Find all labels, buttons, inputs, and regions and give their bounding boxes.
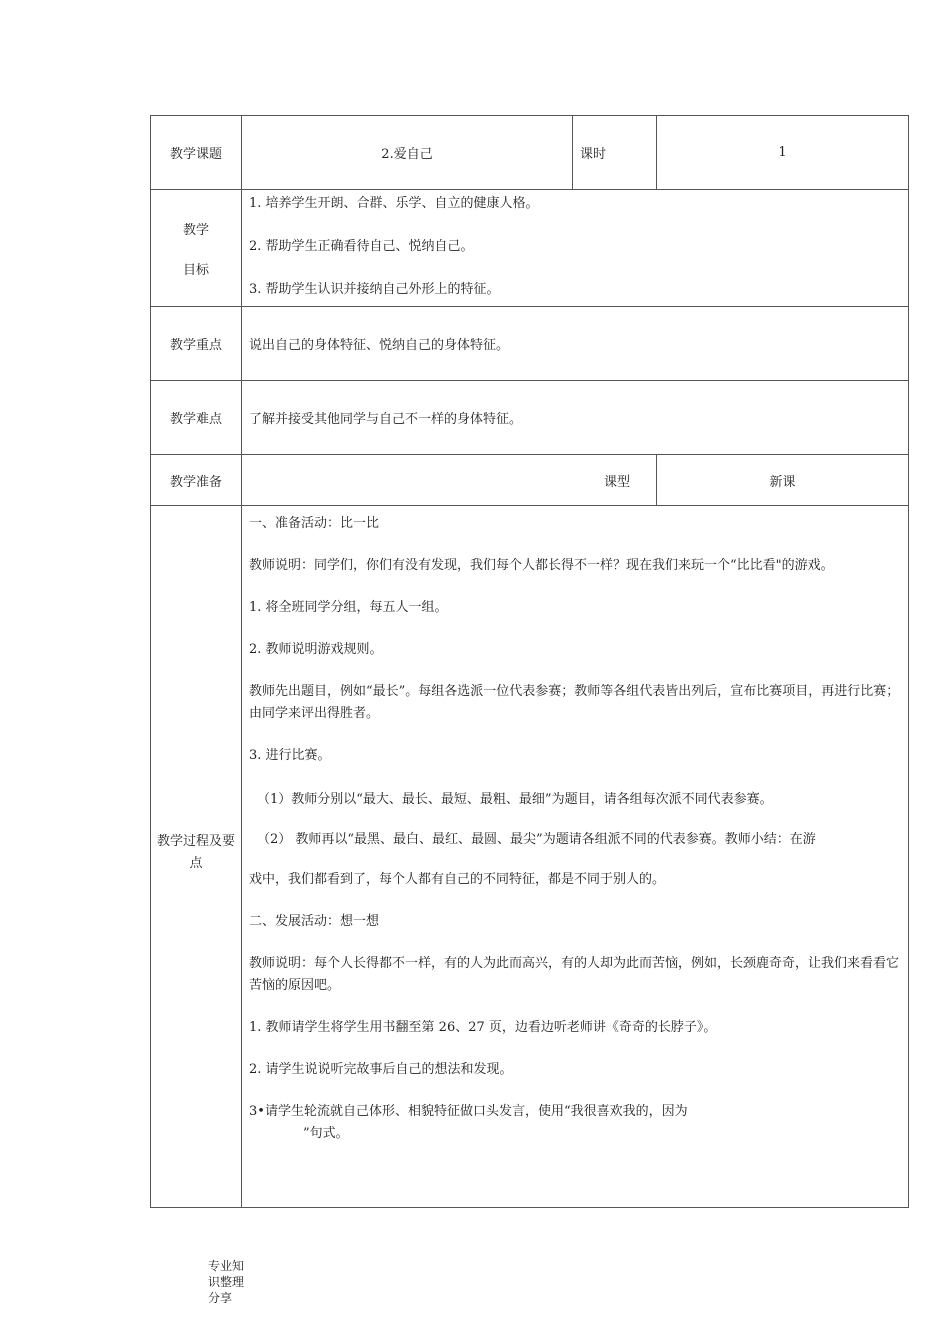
- process-label: [151, 506, 242, 1208]
- row-difficulty: [151, 381, 909, 455]
- footer-line: 专业知: [208, 1259, 245, 1273]
- type-value: 新课: [657, 455, 909, 506]
- key-value: 说出自己的身体特征、悦纳自己的身体特征。: [242, 307, 909, 381]
- lesson-plan-table: [150, 115, 909, 1208]
- type-label: 课型: [604, 474, 631, 490]
- process-paragraph: 2. 请学生说说听完故事后自己的想法和发现。: [249, 1062, 513, 1077]
- row-topic: [151, 116, 909, 190]
- process-paragraph: 戏中，我们都看到了，每个人都有自己的不同特征，都是不同于别人的。: [249, 872, 666, 887]
- process-heading: 二、发展活动：想一想: [249, 914, 380, 929]
- difficulty-label: 教学难点: [151, 381, 242, 455]
- process-paragraph: 教师说明：同学们，你们有没有发现，我们每个人都长得不一样？现在我们来玩一个“比比看"的游戏。: [249, 558, 834, 573]
- row-goals: [151, 190, 909, 307]
- process-label-text: 教学过程及要点: [156, 833, 235, 871]
- goal-item: 1. 培养学生开朗、合群、乐学、自立的健康人格。: [249, 196, 539, 211]
- prep-value: [242, 455, 657, 506]
- row-key-point: [151, 307, 909, 381]
- process-paragraph: 3. 进行比赛。: [249, 748, 331, 763]
- hours-value: 1: [657, 116, 909, 190]
- goals-label-line1: 教学: [182, 222, 209, 238]
- goal-item: 2. 帮助学生正确看待自己、悦纳自己。: [249, 239, 474, 254]
- footer-line: 分享: [208, 1291, 233, 1305]
- process-paragraph: [249, 1101, 900, 1145]
- goals-content: [242, 190, 909, 307]
- goals-label-line2: 目标: [182, 262, 209, 278]
- process-paragraph: 1. 将全班同学分组，每五人一组。: [249, 600, 448, 615]
- process-paragraph: （1）教师分别以“最大、最长、最短、最粗、最细”为题目，请各组每次派不同代表参赛。: [257, 792, 773, 807]
- goal-item: 3. 帮助学生认识并接纳自己外形上的特征。: [249, 282, 500, 297]
- process-heading: 一、准备活动：比一比: [249, 516, 380, 531]
- process-paragraph: （2） 教师再以“最黑、最白、最红、最圆、最尖”为题请各组派不同的代表参赛。教师小结：在游: [257, 832, 816, 847]
- goals-label: [151, 190, 242, 307]
- process-paragraph: 教师说明：每个人长得都不一样，有的人为此而高兴，有的人却为此而苦恼，例如，长颈鹿奇奇，让我们来看看它苦恼的原因吧。: [249, 956, 900, 993]
- process-line-end: ”句式。: [303, 1126, 349, 1141]
- process-content: [242, 506, 909, 1208]
- prep-label: 教学准备: [151, 455, 242, 506]
- key-label: 教学重点: [151, 307, 242, 381]
- hours-label: 课时: [573, 116, 657, 190]
- topic-value: 2.爱自己: [242, 116, 573, 190]
- process-paragraph: 教师先出题目，例如“最长”。每组各选派一位代表参赛；教师等各组代表皆出列后，宣布比赛项目，再进行比赛；由同学来评出得胜者。: [249, 684, 900, 721]
- process-line: 3•请学生轮流就自己体形、相貌特征做口头发言，使用“我很喜欢我的，因为: [249, 1104, 688, 1119]
- row-preparation: [151, 455, 909, 506]
- process-paragraph: 2. 教师说明游戏规则。: [249, 642, 383, 657]
- footer-line: 识整理: [208, 1275, 245, 1289]
- row-process: [151, 506, 909, 1208]
- difficulty-value: 了解并接受其他同学与自己不一样的身体特征。: [242, 381, 909, 455]
- topic-label: 教学课题: [151, 116, 242, 190]
- process-paragraph: 1. 教师请学生将学生用书翻至第 26、27 页，边看边听老师讲《奇奇的长脖子》。: [249, 1020, 717, 1035]
- footer-note: [208, 1258, 252, 1306]
